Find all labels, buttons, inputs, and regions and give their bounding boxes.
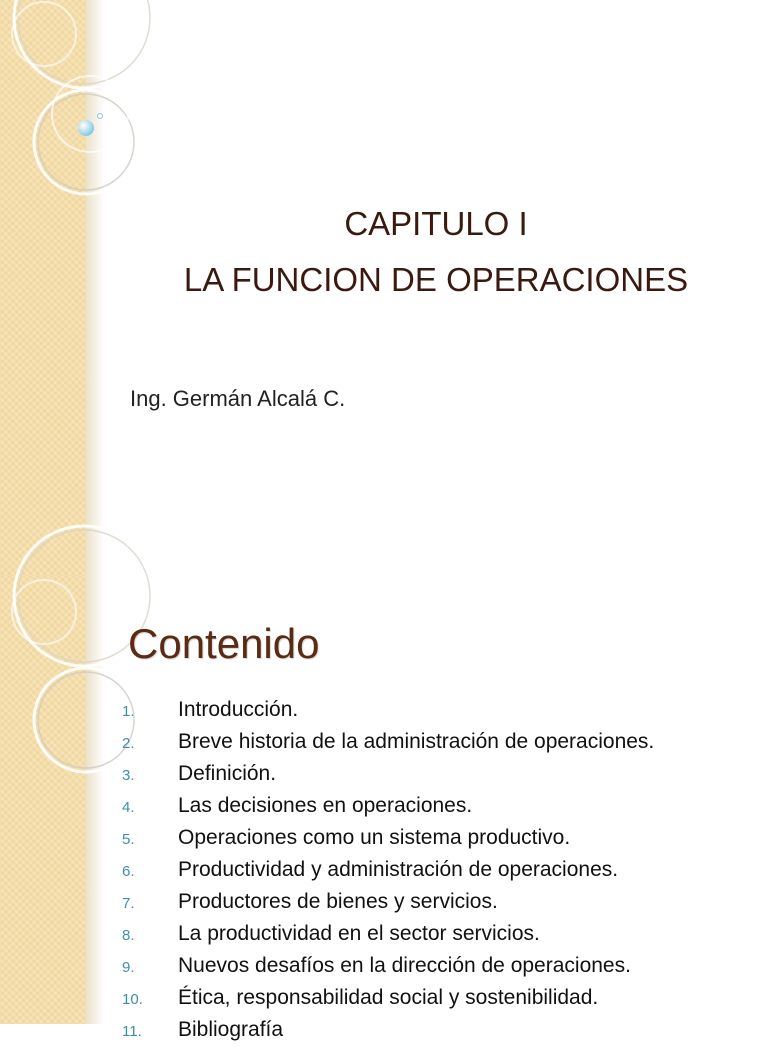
list-item-number: 1. bbox=[122, 703, 135, 720]
list-item-number: 10. bbox=[122, 991, 143, 1008]
side-band bbox=[0, 0, 86, 576]
list-item-number: 9. bbox=[122, 959, 135, 976]
list-item-text: Ética, responsabilidad social y sostenibilidad. bbox=[178, 986, 599, 1009]
list-item-number: 6. bbox=[122, 863, 135, 880]
contents-slide bbox=[0, 576, 768, 1041]
list-item bbox=[122, 1018, 654, 1050]
list-item-number: 3. bbox=[122, 767, 135, 784]
contents-list bbox=[122, 698, 654, 1050]
list-item-number: 11. bbox=[122, 1023, 142, 1040]
list-item bbox=[122, 730, 654, 762]
list-item bbox=[122, 762, 654, 794]
list-item-text: Introducción. bbox=[178, 698, 299, 721]
list-item-number: 4. bbox=[122, 799, 135, 816]
list-item-text: Breve historia de la administración de operaciones. bbox=[178, 730, 655, 753]
side-band bbox=[0, 576, 86, 1024]
list-item bbox=[122, 858, 654, 890]
contents-heading: Contenido bbox=[128, 620, 320, 667]
list-item-text: Bibliografía bbox=[178, 1018, 284, 1041]
side-band-shadow bbox=[86, 576, 104, 1024]
list-item-text: La productividad en el sector servicios. bbox=[178, 922, 540, 945]
list-item-number: 2. bbox=[122, 735, 135, 752]
list-item-number: 5. bbox=[122, 831, 135, 848]
list-item-text: Productores de bienes y servicios. bbox=[178, 890, 498, 913]
list-item bbox=[122, 794, 654, 826]
title-line-1: CAPITULO I bbox=[344, 205, 528, 242]
list-item bbox=[122, 986, 654, 1018]
list-item-number: 7. bbox=[122, 895, 135, 912]
list-item-text: Las decisiones en operaciones. bbox=[178, 794, 473, 817]
list-item-text: Operaciones como un sistema productivo. bbox=[178, 826, 571, 849]
list-item bbox=[122, 698, 654, 730]
list-item bbox=[122, 922, 654, 954]
list-item bbox=[122, 954, 654, 986]
slide-title bbox=[104, 196, 768, 308]
list-item bbox=[122, 890, 654, 922]
side-band-shadow bbox=[86, 0, 104, 576]
list-item-text: Productividad y administración de operaciones. bbox=[178, 858, 619, 881]
list-item-number: 8. bbox=[122, 927, 135, 944]
title-line-2: LA FUNCION DE OPERACIONES bbox=[183, 261, 689, 298]
list-item bbox=[122, 826, 654, 858]
list-item-text: Nuevos desafíos en la dirección de operaciones. bbox=[178, 954, 631, 977]
list-item-text: Definición. bbox=[178, 762, 277, 785]
author-name: Ing. Germán Alcalá C. bbox=[130, 386, 346, 411]
